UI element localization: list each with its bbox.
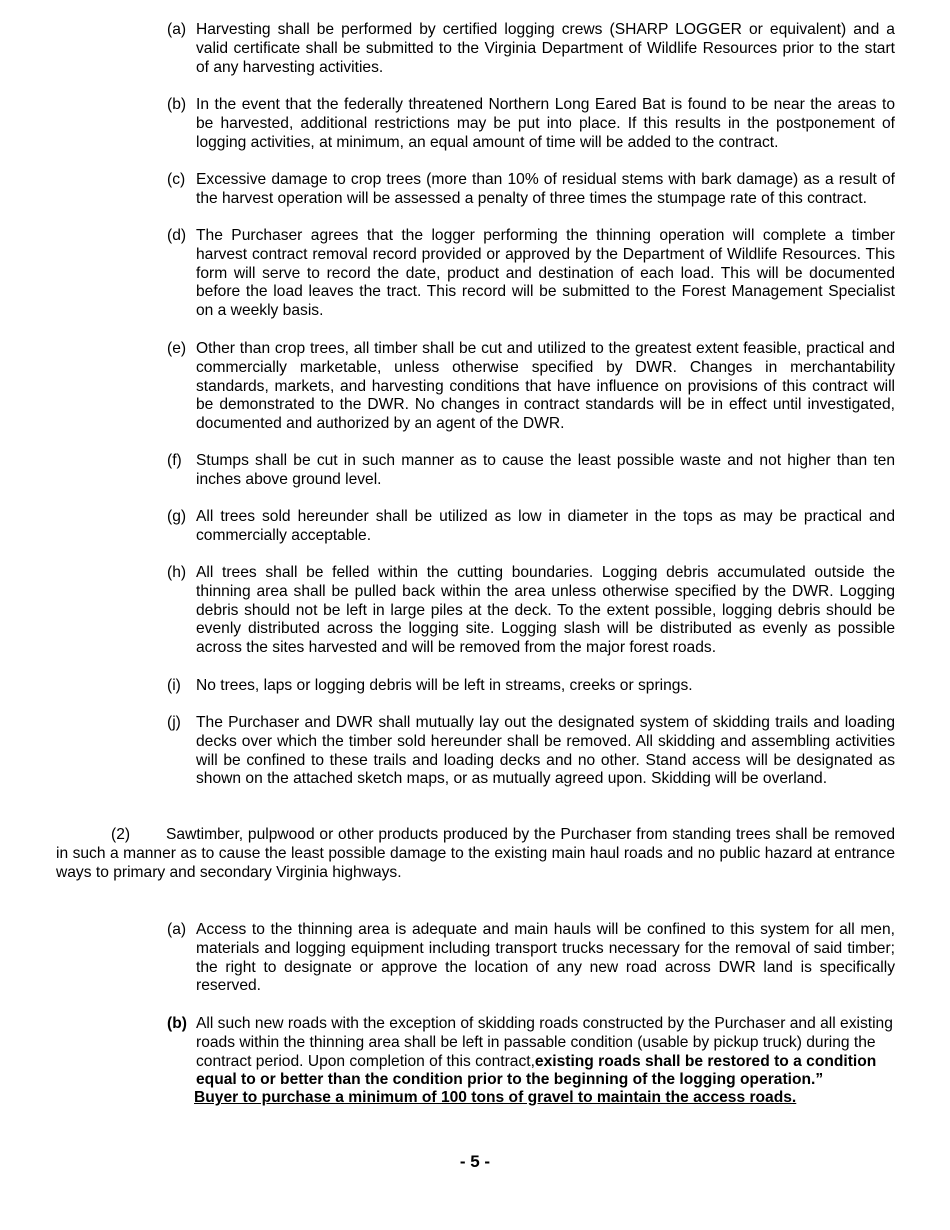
- list-item: [167, 340, 895, 434]
- item-text: The Purchaser agrees that the logger performing the thinning operation will complete a timber harvest contract removal record provided or approved by the Department of Wildlife Resources. This form will serve to record the date, product and destination of each load. This will be documented before the load leaves the tract. This record will be submitted to the Forest Management Specialist on a weekly basis.: [196, 227, 895, 320]
- item-text: Harvesting shall be performed by certified logging crews (SHARP LOGGER or equivalent) and a valid certificate shall be submitted to the Virginia Department of Wildlife Resources prior to the start of any harvesting activities.: [196, 21, 895, 76]
- item-label: (b): [167, 96, 187, 113]
- item-text: The Purchaser and DWR shall mutually lay out the designated system of skidding trails and loading decks over which the timber sold hereunder shall be removed. All skidding and assembling activities will be confined to these trails and loading decks and no other. Stand access will be designated as shown on the attached sketch maps, or as mutually agreed upon. Skidding will be overland.: [196, 714, 895, 788]
- list-item: [167, 714, 895, 789]
- item-text: No trees, laps or logging debris will be left in streams, creeks or springs.: [196, 677, 693, 694]
- paragraph-number: (2): [111, 826, 131, 843]
- item-label: (j): [167, 714, 181, 731]
- item-label: (i): [167, 677, 181, 694]
- list-item: [167, 227, 895, 321]
- list-item: [167, 96, 895, 152]
- item-label: (e): [167, 340, 187, 357]
- item-label: (h): [167, 564, 187, 581]
- item-label: (d): [167, 227, 187, 244]
- list-item: [167, 677, 895, 696]
- item-text: Excessive damage to crop trees (more than 10% of residual stems with bark damage) as a result of the harvest operation will be assessed a penalty of three times the stumpage rate of this contract.: [196, 171, 895, 207]
- page-number: - 5 -: [459, 1152, 491, 1171]
- list-item: [167, 508, 895, 546]
- item-text-bold: existing roads shall be restored to a condition equal to or better than the condition prior to the beginning of the logging operation.”: [196, 1052, 877, 1089]
- item-label: (g): [167, 508, 187, 525]
- item-label: (b): [167, 1015, 187, 1032]
- item-label: (f): [167, 452, 182, 469]
- item-text: [196, 1015, 895, 1090]
- item-text-normal: All such new roads with the exception of skidding roads constructed by the Purchaser and all existing roads within the thinning area shall be left in passable condition (usable by pickup truck) during the contract period. Upon completion of this contract,: [196, 1015, 893, 1070]
- item-text: Other than crop trees, all timber shall be cut and utilized to the greatest extent feasible, practical and commercially marketable, unless otherwise specified by DWR. Changes in merchantability standards, markets, and harvesting conditions that have influence on provisions of this contract will be demonstrated to the DWR. No changes in contract standards will be in effect until investigated, documented and authorized by an agent of the DWR.: [196, 340, 895, 433]
- item-text: All trees sold hereunder shall be utilized as low in diameter in the tops as may be practical and commercially acceptable.: [196, 508, 895, 544]
- list-item: [167, 564, 895, 658]
- list-item: [167, 452, 895, 490]
- item-text: All trees shall be felled within the cutting boundaries. Logging debris accumulated outside the thinning area shall be pulled back within the area unless otherwise specified by the DWR. Logging debris should not be left in large piles at the deck. To the extent possible, logging debris should be evenly distributed across the logging site. Logging slash will be distributed as evenly as possible across the sites harvested and will be removed from the major forest roads.: [196, 564, 895, 657]
- paragraph-2: [56, 826, 895, 882]
- item-label: (a): [167, 21, 187, 38]
- list-item: [167, 21, 895, 77]
- item-text: Access to the thinning area is adequate and main hauls will be confined to this system for all men, materials and logging equipment including transport trucks necessary for the removal of said timber; the right to designate or approve the location of any new road across DWR land is specifically reserved.: [196, 921, 895, 995]
- list-item: [167, 1015, 895, 1090]
- item-label: (c): [167, 171, 186, 188]
- item-label: (a): [167, 921, 187, 938]
- list-item: [167, 171, 895, 209]
- item-text: In the event that the federally threatened Northern Long Eared Bat is found to be near the areas to be harvested, additional restrictions may be put into place. If this results in the postponement of logging activities, at minimum, an equal amount of time will be added to the contract.: [196, 96, 895, 151]
- paragraph-text: Sawtimber, pulpwood or other products produced by the Purchaser from standing trees shall be removed in such a manner as to cause the least possible damage to the existing main haul roads and no public hazard at entrance ways to primary and secondary Virginia highways.: [56, 826, 895, 881]
- item-text: Stumps shall be cut in such manner as to cause the least possible waste and not higher than ten inches above ground level.: [196, 452, 895, 488]
- list-item: [167, 921, 895, 996]
- gravel-requirement-note: Buyer to purchase a minimum of 100 tons of gravel to maintain the access roads.: [194, 1089, 797, 1106]
